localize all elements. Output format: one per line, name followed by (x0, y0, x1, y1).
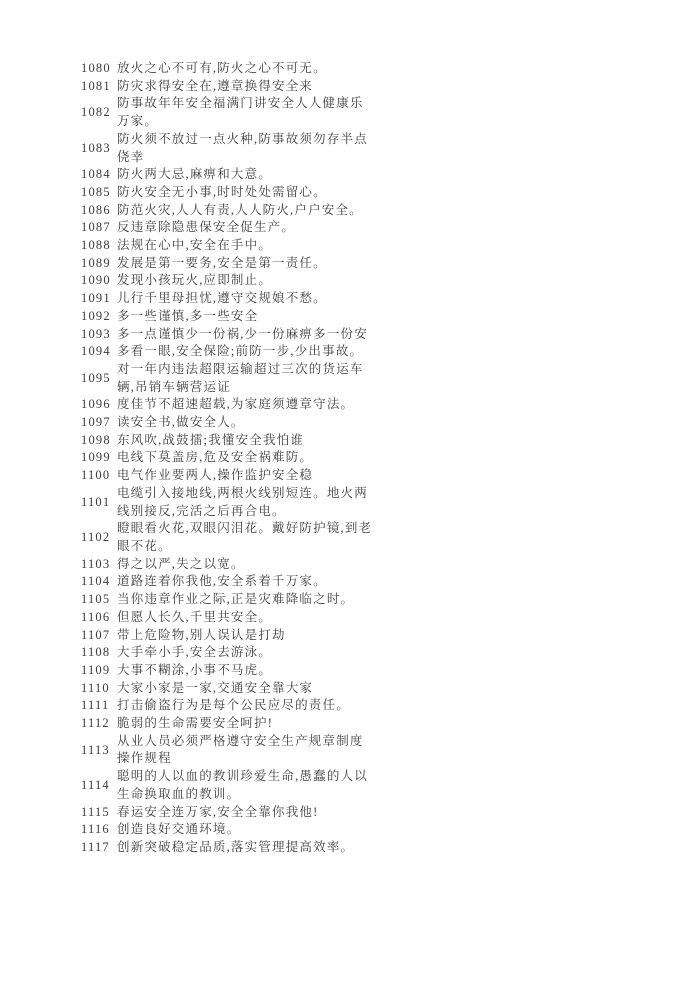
list-item (81, 733, 375, 768)
entry-text: 带上危险物,别人误认是打劫 (117, 627, 286, 642)
list-item (81, 343, 375, 361)
entry-text: 电线下莫盖房,危及安全祸难防。 (117, 450, 314, 465)
list-item (81, 95, 375, 130)
list-item (81, 485, 375, 520)
entry-text: 当你违章作业之际,正是灾难降临之时。 (117, 592, 355, 607)
list-item (81, 184, 375, 202)
entry-number: 1098 (81, 432, 111, 447)
list-item (81, 591, 375, 609)
entry-number: 1093 (81, 326, 111, 341)
entry-number: 1095 (81, 370, 111, 385)
entry-number: 1085 (81, 184, 111, 199)
entry-text: 道路连着你我他,安全系着千万家。 (117, 574, 327, 589)
entry-text: 创新突破稳定品质,落实管理提高效率。 (117, 839, 355, 854)
list-item (81, 237, 375, 255)
entry-text: 打击偷盗行为是每个公民应尽的责任。 (117, 698, 350, 713)
entry-text: 对一年内违法超限运输超过三次的货运车辆,吊销车辆营运证 (117, 361, 364, 394)
entry-number: 1083 (81, 140, 111, 155)
entry-text: 防事故年年安全福满门讲安全人人健康乐万家。 (117, 96, 364, 129)
list-item (81, 821, 375, 839)
entry-text: 多一些谨慎,多一些安全 (117, 308, 259, 323)
entry-number: 1116 (81, 822, 110, 837)
entry-number: 1110 (81, 680, 110, 695)
entry-text: 度佳节不超速超载,为家庭须遵章守法。 (117, 397, 355, 412)
list-item (81, 680, 375, 698)
entry-number: 1104 (81, 574, 111, 589)
list-item (81, 697, 375, 715)
entry-text: 春运安全连万家,安全全靠你我他! (117, 804, 319, 819)
list-item (81, 662, 375, 680)
list-item (81, 396, 375, 414)
entry-text: 瞪眼看火花,双眼闪泪花。戴好防护镜,到老眼不花。 (117, 521, 373, 553)
entry-number: 1096 (81, 397, 111, 412)
entry-text: 反违章除隐患保安全促生产。 (117, 220, 296, 235)
list-item (81, 644, 375, 662)
entry-number: 1084 (81, 167, 111, 182)
entry-number: 1112 (81, 716, 110, 731)
entry-text: 防范火灾,人人有责,人人防火,户户安全。 (117, 202, 363, 217)
entry-text: 大手牵小手,安全去游泳。 (117, 645, 273, 660)
list-item (81, 715, 375, 733)
entry-number: 1092 (81, 308, 111, 323)
list-item (81, 219, 375, 237)
list-item (81, 60, 375, 78)
entry-text: 防火须不放过一点火种,防事故须勿存半点侥幸 (117, 131, 368, 164)
list-item (81, 839, 375, 857)
entry-number: 1097 (81, 415, 111, 430)
entry-number: 1117 (81, 839, 110, 854)
entry-text: 发现小孩玩火,应即制止。 (117, 273, 273, 288)
list-item (81, 272, 375, 290)
list-item (81, 131, 375, 166)
entry-text: 脆弱的生命需要安全呵护! (117, 716, 274, 731)
entry-number: 1114 (81, 777, 110, 792)
entry-number: 1107 (81, 627, 111, 642)
list-item (81, 627, 375, 645)
entry-text: 发展是第一要务,安全是第一责任。 (117, 255, 327, 270)
list-item (81, 255, 375, 273)
entry-number: 1101 (81, 494, 111, 509)
list-item (81, 166, 375, 184)
list-item (81, 768, 375, 803)
list-item (81, 361, 375, 396)
list-item (81, 308, 375, 326)
list-item (81, 78, 375, 96)
entry-number: 1091 (81, 291, 111, 306)
entry-text: 电气作业要两人,操作监护安全稳 (117, 468, 314, 483)
entry-number: 1082 (81, 105, 111, 120)
entry-text: 大事不糊涂,小事不马虎。 (117, 662, 273, 677)
entry-text: 电缆引入接地线,两根火线别短连。地火两线别接反,完活之后再合电。 (117, 485, 368, 518)
entry-text: 防火安全无小事,时时处处需留心。 (117, 184, 327, 199)
entry-number: 1105 (81, 592, 111, 607)
entry-number: 1106 (81, 609, 111, 624)
entry-number: 1081 (81, 78, 111, 93)
entry-text: 儿行千里母担忧,遵守交规娘不愁。 (117, 291, 327, 306)
entry-text: 防火两大忌,麻痹和大意。 (117, 167, 273, 182)
entry-text: 多一点谨慎少一份祸,少一份麻痹多一份安 (117, 326, 368, 341)
entry-text: 放火之心不可有,防火之心不可无。 (117, 61, 327, 75)
entry-number: 1086 (81, 202, 111, 217)
entry-number: 1115 (81, 804, 110, 819)
entry-text: 法规在心中,安全在手中。 (117, 238, 273, 253)
entry-number: 1100 (81, 468, 111, 483)
entry-number: 1108 (81, 645, 111, 660)
entry-text: 读安全书,做安全人。 (117, 415, 245, 430)
list-item (81, 520, 375, 555)
entry-text: 防灾求得安全在,遵章换得安全来 (117, 78, 314, 93)
entry-number: 1087 (81, 220, 111, 235)
entry-number: 1103 (81, 556, 111, 571)
entry-number: 1102 (81, 530, 111, 545)
list-item (81, 609, 375, 627)
entry-text: 但愿人长久,千里共安全。 (117, 609, 273, 624)
entry-number: 1109 (81, 662, 111, 677)
list-item (81, 556, 375, 574)
entry-number: 1094 (81, 344, 111, 359)
entry-number: 1099 (81, 450, 111, 465)
entry-text: 得之以严,失之以宽。 (117, 556, 245, 571)
list-item (81, 449, 375, 467)
entry-number: 1088 (81, 238, 111, 253)
entry-text: 聪明的人以血的教训珍爱生命,愚蠢的人以生命换取血的教训。 (117, 769, 368, 801)
list-item (81, 414, 375, 432)
list-item (81, 202, 375, 220)
list-item (81, 804, 375, 822)
entry-text: 创造良好交通环境。 (117, 822, 241, 837)
list-item (81, 573, 375, 591)
slogan-list (0, 0, 375, 857)
entry-number: 1080 (81, 61, 111, 75)
entry-number: 1089 (81, 255, 111, 270)
list-item (81, 467, 375, 485)
entry-number: 1090 (81, 273, 111, 288)
list-item (81, 432, 375, 450)
entry-number: 1111 (81, 698, 110, 713)
list-item (81, 290, 375, 308)
entry-text: 东风吹,战鼓擂;我懂安全我怕谁 (117, 432, 305, 447)
list-item (81, 326, 375, 344)
entry-text: 大家小家是一家,交通安全靠大家 (117, 680, 314, 695)
entry-text: 多看一眼,安全保险;前防一步,少出事故。 (117, 344, 364, 359)
entry-text: 从业人员必须严格遵守安全生产规章制度操作规程 (117, 733, 364, 766)
entry-number: 1113 (81, 742, 110, 757)
